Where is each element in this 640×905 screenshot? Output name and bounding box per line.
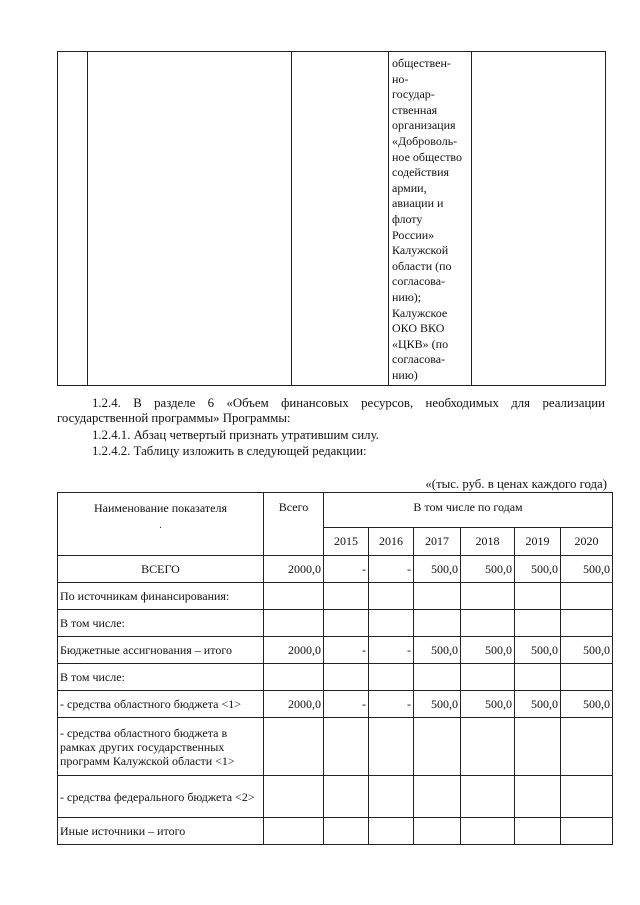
org-line: нию);	[392, 289, 422, 304]
org-line: ное общество	[392, 149, 463, 164]
cell-value: 500,0	[515, 637, 561, 664]
org-line: Калужской	[392, 243, 449, 258]
paragraph-abzac: 1.2.4.1. Абзац четвертый признать утратившим силу.	[92, 428, 379, 442]
cell-value	[461, 818, 515, 845]
cell-value	[369, 664, 414, 691]
org-line: «Доброволь-	[392, 133, 458, 148]
cell-value	[324, 610, 369, 637]
cell-value	[461, 718, 515, 776]
cell-value: -	[369, 691, 414, 718]
table-row	[58, 664, 613, 691]
participants-cell	[389, 52, 472, 386]
cell-value	[414, 818, 461, 845]
cell-value	[561, 664, 613, 691]
org-line: «ЦКВ» (по	[392, 336, 449, 351]
continuation-table	[57, 51, 606, 386]
row-label: Иные источники – итого	[58, 818, 264, 845]
cell-total	[264, 818, 324, 845]
cell-value: 500,0	[461, 556, 515, 583]
cell-total	[264, 718, 324, 776]
cell-value	[369, 583, 414, 610]
header-year: 2016	[369, 528, 414, 556]
cell-value	[515, 610, 561, 637]
cell-value	[461, 583, 515, 610]
row-label: Бюджетные ассигнования – итого	[58, 637, 264, 664]
header-name	[58, 493, 264, 556]
cell-total: 2000,0	[264, 637, 324, 664]
cell-value	[324, 718, 369, 776]
cell-value	[369, 718, 414, 776]
cell-total	[264, 776, 324, 818]
row-label: В том числе:	[58, 610, 264, 637]
cell-value: -	[324, 691, 369, 718]
cell-value: 500,0	[461, 637, 515, 664]
org-line: области (по	[392, 258, 452, 273]
cell-value	[324, 818, 369, 845]
cell-value	[561, 610, 613, 637]
cell-value: 500,0	[414, 691, 461, 718]
cell-value	[515, 776, 561, 818]
cell-value: 500,0	[561, 637, 613, 664]
cell-value: 500,0	[561, 556, 613, 583]
header-name-label: Наименование показателя	[94, 501, 227, 515]
cell-value	[414, 776, 461, 818]
cell-value	[414, 583, 461, 610]
org-line: нию)	[392, 367, 418, 382]
cell-value	[515, 583, 561, 610]
row-label: По источникам финансирования:	[58, 583, 264, 610]
table-row	[58, 818, 613, 845]
cell-value: 500,0	[461, 691, 515, 718]
cell-value	[414, 718, 461, 776]
cell-value	[369, 776, 414, 818]
cell-value	[461, 610, 515, 637]
org-line: Калужское	[392, 305, 448, 320]
cell-value: -	[324, 637, 369, 664]
table-row	[58, 556, 613, 583]
cell-value	[414, 664, 461, 691]
table-row	[58, 610, 613, 637]
cell-value	[561, 776, 613, 818]
org-line: организация	[392, 118, 456, 133]
paragraph-section-6: 1.2.4. В разделе 6 «Объем финансовых ресурсов, необходимых для реализации государственной программы» Программы:	[57, 396, 605, 425]
org-line: согласова-	[392, 274, 446, 289]
financing-table	[57, 492, 613, 845]
row-label: - средства областного бюджета в рамках других государственных программ Калужской области <1>	[58, 718, 264, 776]
org-line: армии,	[392, 180, 427, 195]
row-label: В том числе:	[58, 664, 264, 691]
header-year: 2015	[324, 528, 369, 556]
cell-value	[515, 664, 561, 691]
header-total: Всего	[264, 493, 324, 556]
org-line: России»	[392, 227, 435, 242]
table-cell	[292, 52, 389, 386]
cell-total: 2000,0	[264, 556, 324, 583]
cell-value	[515, 818, 561, 845]
org-line: содействия	[392, 165, 450, 180]
header-year: 2018	[461, 528, 515, 556]
cell-value: 500,0	[561, 691, 613, 718]
org-line: ОКО ВКО	[392, 321, 445, 336]
table-row	[58, 583, 613, 610]
cell-value: 500,0	[414, 556, 461, 583]
units-note: «(тыс. руб. в ценах каждого года)	[425, 477, 607, 491]
org-line: флоту	[392, 211, 423, 226]
table-row	[58, 718, 613, 776]
org-line: но-	[392, 71, 409, 86]
header-year: 2017	[414, 528, 461, 556]
cell-value: -	[369, 556, 414, 583]
cell-value: -	[369, 637, 414, 664]
cell-total	[264, 610, 324, 637]
header-year: 2020	[561, 528, 613, 556]
cell-value	[369, 610, 414, 637]
cell-value: 500,0	[515, 691, 561, 718]
table-cell	[88, 52, 292, 386]
header-year: 2019	[515, 528, 561, 556]
header-by-years: В том числе по годам	[324, 493, 613, 528]
org-line: обществен-	[392, 56, 451, 70]
cell-value	[561, 818, 613, 845]
row-label: - средства федерального бюджета <2>	[58, 776, 264, 818]
table-row	[58, 776, 613, 818]
org-line: согласова-	[392, 352, 446, 367]
header-dot: .	[159, 520, 162, 530]
cell-value: -	[324, 556, 369, 583]
cell-value	[324, 664, 369, 691]
cell-value	[461, 776, 515, 818]
table-row	[58, 637, 613, 664]
cell-value: 500,0	[515, 556, 561, 583]
table-cell	[472, 52, 606, 386]
cell-value	[324, 776, 369, 818]
cell-total	[264, 664, 324, 691]
cell-total	[264, 583, 324, 610]
table-cell	[58, 52, 88, 386]
cell-value	[561, 583, 613, 610]
cell-value	[414, 610, 461, 637]
org-line: ственная	[392, 102, 438, 117]
cell-value	[461, 664, 515, 691]
table-row	[58, 691, 613, 718]
org-line: государ-	[392, 87, 435, 102]
org-line: авиации и	[392, 196, 444, 211]
cell-value	[515, 718, 561, 776]
cell-total: 2000,0	[264, 691, 324, 718]
row-label: ВСЕГО	[58, 556, 264, 583]
row-label: - средства областного бюджета <1>	[58, 691, 264, 718]
cell-value	[324, 583, 369, 610]
cell-value: 500,0	[414, 637, 461, 664]
cell-value	[369, 818, 414, 845]
cell-value	[561, 718, 613, 776]
paragraph-table-edit: 1.2.4.2. Таблицу изложить в следующей редакции:	[92, 444, 367, 458]
